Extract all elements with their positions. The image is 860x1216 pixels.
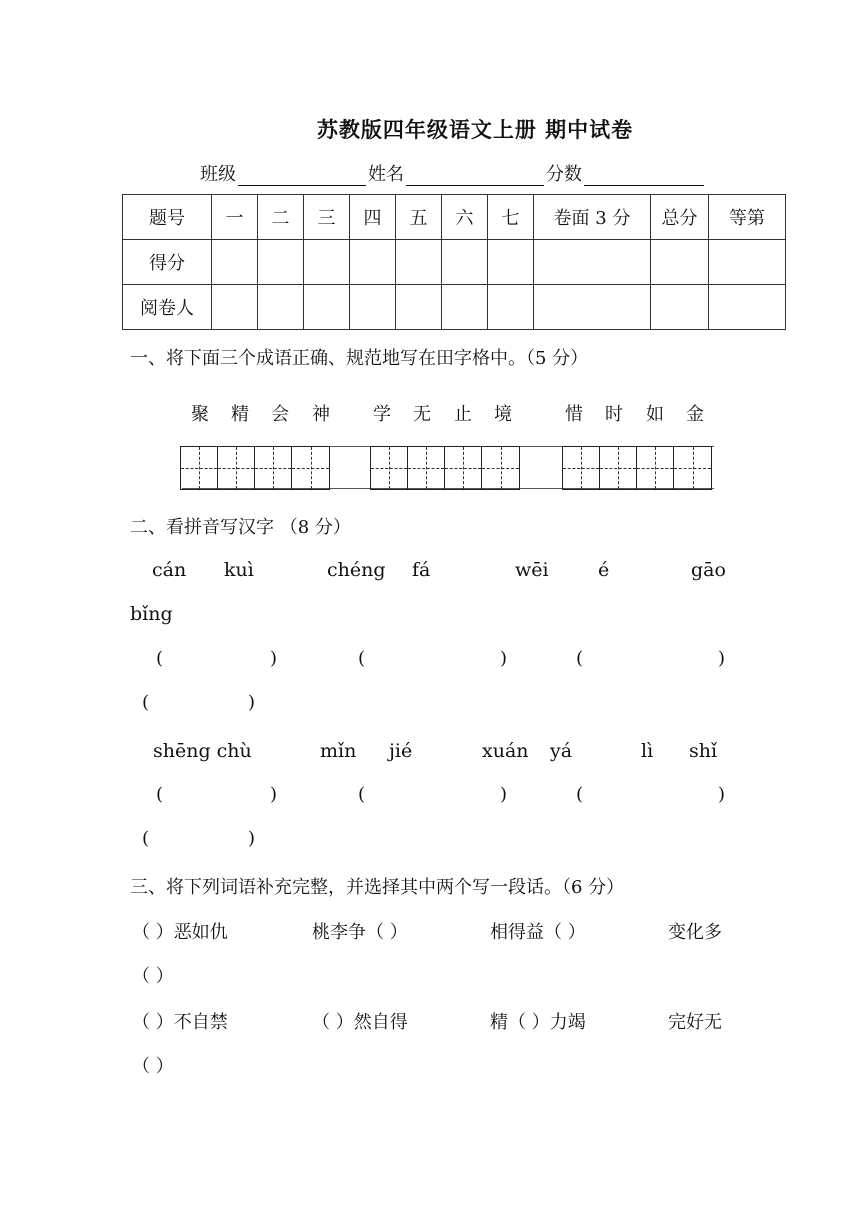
pinyin: yá [550, 740, 573, 762]
row-label: 阅卷人 [123, 285, 212, 330]
idiom-char: 惜 [565, 404, 583, 425]
grader-cell[interactable] [350, 285, 396, 330]
idiom-char: 止 [454, 404, 472, 425]
pinyin: fá [412, 559, 431, 581]
tianzige-cell[interactable] [674, 447, 711, 489]
section3-heading: 三、将下列词语补充完整，并选择其中两个写一段话。（6 分） [130, 877, 625, 898]
score-cell[interactable] [396, 240, 442, 285]
tianzige-cell[interactable] [445, 447, 482, 489]
answer-paren-open: ( [142, 692, 150, 713]
idiom-char: 境 [494, 404, 512, 425]
idiom-blank: 变化多 [668, 922, 722, 943]
pinyin: shēng chù [153, 740, 252, 762]
answer-paren-open: ( [156, 784, 164, 805]
idiom-char: 精 [231, 404, 249, 425]
idiom-char: 学 [373, 404, 391, 425]
idiom-blank[interactable]: （ ）然自得 [312, 1012, 408, 1033]
score-cell[interactable] [534, 240, 651, 285]
tianzige-cell[interactable] [371, 447, 408, 489]
idiom-blank[interactable]: 相得益（ ） [490, 922, 586, 943]
class-field[interactable] [238, 165, 366, 186]
header-cell: 一 [212, 195, 258, 240]
grader-cell[interactable] [534, 285, 651, 330]
idiom-char: 金 [686, 404, 704, 425]
header-cell: 七 [488, 195, 534, 240]
tianzige-grid-1[interactable] [180, 446, 330, 490]
score-cell[interactable] [442, 240, 488, 285]
answer-paren-open: ( [156, 648, 164, 669]
answer-paren-close: ) [248, 828, 256, 849]
idiom-blank: 完好无 [668, 1012, 722, 1033]
answer-paren-close: ) [248, 692, 256, 713]
idiom-blank[interactable]: （ ） [132, 1056, 174, 1077]
grader-cell[interactable] [442, 285, 488, 330]
pinyin: xuán [482, 740, 529, 762]
idiom-char: 神 [312, 404, 330, 425]
idiom-char: 会 [271, 404, 289, 425]
tianzige-cell[interactable] [255, 447, 292, 489]
answer-paren-open: ( [576, 784, 584, 805]
pinyin: chéng [327, 559, 386, 581]
score-cell[interactable] [304, 240, 350, 285]
answer-paren-open: ( [142, 828, 150, 849]
idiom-char: 聚 [191, 404, 209, 425]
idiom-blank[interactable]: 精（ ）力竭 [490, 1012, 586, 1033]
header-cell: 三 [304, 195, 350, 240]
score-row [123, 240, 786, 285]
tianzige-cell[interactable] [181, 447, 218, 489]
grader-cell[interactable] [396, 285, 442, 330]
pinyin: gāo [691, 559, 726, 581]
header-cell: 四 [350, 195, 396, 240]
pinyin: bǐng [130, 603, 173, 625]
score-table-header-row [123, 195, 786, 240]
idiom-blank[interactable]: （ ） [132, 966, 174, 987]
grader-cell[interactable] [651, 285, 709, 330]
header-cell: 五 [396, 195, 442, 240]
class-label: 班级 [200, 164, 236, 185]
tianzige-cell[interactable] [482, 447, 519, 489]
idiom-char: 如 [646, 404, 664, 425]
tianzige-cell[interactable] [218, 447, 255, 489]
name-label: 姓名 [368, 164, 404, 185]
answer-paren-open: ( [576, 648, 584, 669]
score-cell[interactable] [212, 240, 258, 285]
grader-cell[interactable] [488, 285, 534, 330]
header-cell: 六 [442, 195, 488, 240]
pinyin: mǐn [320, 740, 357, 762]
pinyin: kuì [224, 559, 254, 581]
score-cell[interactable] [350, 240, 396, 285]
student-info-line [200, 160, 706, 186]
answer-paren-close: ) [718, 648, 726, 669]
grader-cell[interactable] [258, 285, 304, 330]
idiom-blank[interactable]: （ ）不自禁 [132, 1012, 228, 1033]
score-cell[interactable] [651, 240, 709, 285]
answer-paren-close: ) [270, 648, 278, 669]
score-cell[interactable] [258, 240, 304, 285]
tianzige-cell[interactable] [292, 447, 329, 489]
section1-heading: 一、将下面三个成语正确、规范地写在田字格中。（5 分） [130, 348, 589, 369]
tianzige-cell[interactable] [600, 447, 637, 489]
header-cell: 卷面 3 分 [534, 195, 651, 240]
answer-paren-close: ) [718, 784, 726, 805]
pinyin: lì [641, 740, 654, 762]
section2-heading: 二、看拼音写汉字 （8 分） [130, 517, 351, 538]
header-cell: 等第 [709, 195, 786, 240]
idiom-blank[interactable]: （ ）恶如仇 [132, 922, 228, 943]
pinyin: shǐ [689, 740, 718, 762]
row-label: 得分 [123, 240, 212, 285]
tianzige-cell[interactable] [637, 447, 674, 489]
tianzige-cell[interactable] [563, 447, 600, 489]
score-label: 分数 [546, 164, 582, 185]
tianzige-grid-3[interactable] [562, 446, 712, 490]
pinyin: é [598, 559, 610, 581]
answer-paren-open: ( [358, 648, 366, 669]
idiom-blank[interactable]: 桃李争（ ） [312, 922, 408, 943]
idiom-char: 无 [413, 404, 431, 425]
name-field[interactable] [406, 165, 544, 186]
answer-paren-close: ) [270, 784, 278, 805]
score-cell[interactable] [709, 240, 786, 285]
grader-cell[interactable] [212, 285, 258, 330]
score-table [122, 194, 786, 330]
pinyin: jié [389, 740, 413, 762]
idiom-char: 时 [605, 404, 623, 425]
score-field[interactable] [584, 165, 704, 186]
page-title: 苏教版四年级语文上册 期中试卷 [316, 117, 634, 142]
answer-paren-close: ) [500, 648, 508, 669]
answer-paren-close: ) [500, 784, 508, 805]
answer-paren-open: ( [358, 784, 366, 805]
header-cell: 题号 [123, 195, 212, 240]
pinyin: cán [152, 559, 187, 581]
score-cell[interactable] [488, 240, 534, 285]
header-cell: 二 [258, 195, 304, 240]
grader-cell[interactable] [304, 285, 350, 330]
grader-row [123, 285, 786, 330]
grader-cell[interactable] [709, 285, 786, 330]
pinyin: wēi [515, 559, 549, 581]
tianzige-grid-2[interactable] [370, 446, 520, 490]
tianzige-cell[interactable] [408, 447, 445, 489]
header-cell: 总分 [651, 195, 709, 240]
